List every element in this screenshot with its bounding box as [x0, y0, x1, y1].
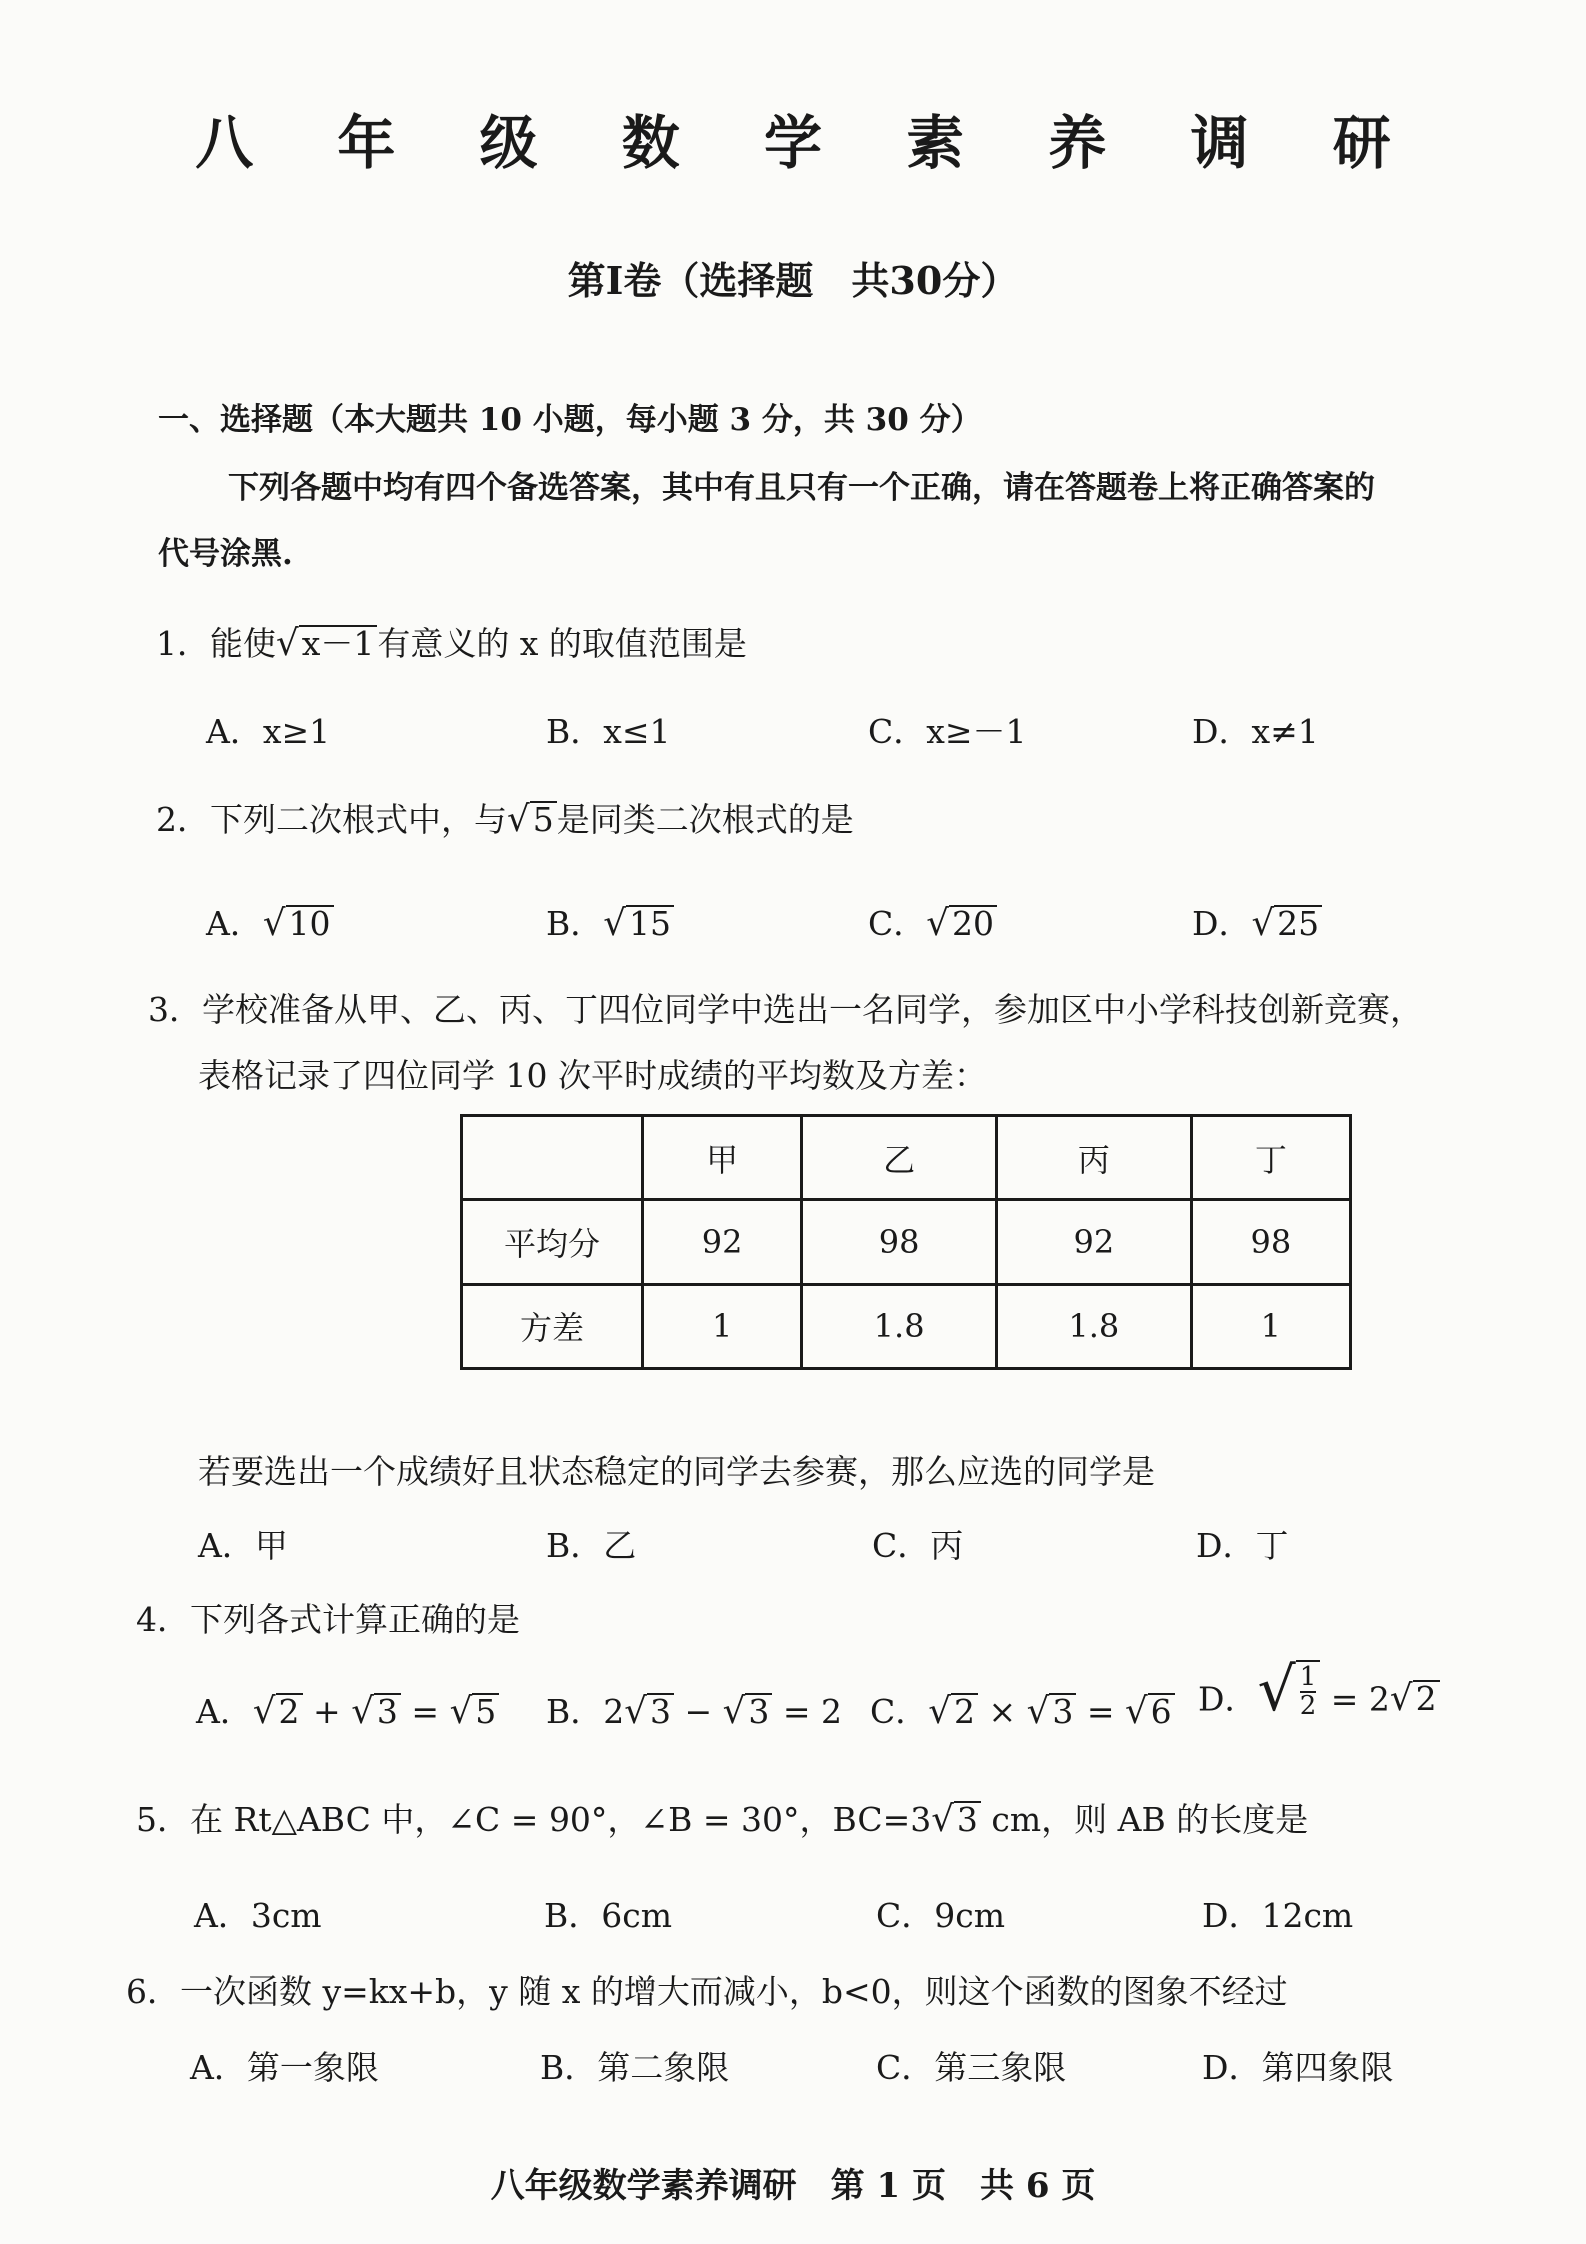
question-5 — [136, 1794, 1308, 1841]
option-a[interactable]: A．x≥1 — [206, 712, 331, 751]
option-a[interactable]: A．√10 — [206, 898, 334, 945]
option-d[interactable]: D．第四象限 — [1202, 2048, 1394, 2087]
option-b[interactable]: B．x≤1 — [546, 712, 671, 751]
instruction-line-2: 代号涂黑. — [158, 536, 293, 572]
table-header-cell: 丁 — [1191, 1116, 1350, 1200]
table-cell: 98 — [1191, 1200, 1350, 1284]
sqrt-expression: √x－1 — [276, 623, 377, 664]
table-cell: 98 — [802, 1200, 997, 1284]
option-b[interactable]: B．第二象限 — [540, 2048, 730, 2087]
option-b[interactable]: B．乙 — [546, 1526, 637, 1565]
option-c[interactable]: C．√2 × √3 = √6 — [870, 1686, 1175, 1733]
option-c[interactable]: C．丙 — [872, 1526, 964, 1565]
table-header-cell: 丙 — [996, 1116, 1191, 1200]
option-b[interactable]: B．6cm — [544, 1896, 673, 1935]
option-d[interactable]: D．丁 — [1196, 1526, 1289, 1565]
table-cell — [462, 1116, 643, 1200]
table-header-cell: 乙 — [802, 1116, 997, 1200]
table-cell: 92 — [996, 1200, 1191, 1284]
table-cell: 1.8 — [802, 1284, 997, 1368]
section-heading: 一、选择题（本大题共 10 小题，每小题 3 分，共 30 分） — [158, 402, 982, 438]
question-text: cm，则 AB 的长度是 — [980, 1800, 1309, 1839]
question-3-prompt: 若要选出一个成绩好且状态稳定的同学去参赛，那么应选的同学是 — [198, 1452, 1155, 1491]
option-d[interactable]: D． √ $\frac{1}{2}$ = 2√2 — [1198, 1660, 1440, 1721]
option-c[interactable]: C．√20 — [868, 898, 997, 945]
instruction-line-1: 下列各题中均有四个备选答案，其中有且只有一个正确，请在答题卷上将正确答案的 — [228, 470, 1375, 506]
question-text: 在 Rt△ABC 中，∠C = 90°，∠B = 30°，BC=3 — [190, 1800, 932, 1839]
question-text: 是同类二次根式的是 — [556, 800, 854, 839]
question-number: 4． — [136, 1600, 190, 1639]
question-4 — [136, 1594, 520, 1641]
option-d[interactable]: D．√25 — [1192, 898, 1322, 945]
row-label: 平均分 — [462, 1200, 643, 1284]
question-number: 1． — [156, 624, 210, 663]
question-text: 下列二次根式中，与 — [210, 800, 507, 839]
table-row — [462, 1200, 1351, 1284]
radicand: 5 — [530, 801, 557, 838]
radicand: x－1 — [299, 625, 378, 662]
question-1 — [156, 618, 747, 665]
option-b[interactable]: B．√15 — [546, 898, 674, 945]
option-a[interactable]: A．甲 — [198, 1526, 288, 1565]
table-cell: 1 — [643, 1284, 802, 1368]
question-3 — [148, 984, 1423, 1031]
question-text: 学校准备从甲、乙、丙、丁四位同学中选出一名同学，参加区中小学科技创新竞赛， — [202, 990, 1423, 1029]
option-c[interactable]: C．9cm — [876, 1896, 1006, 1935]
question-number: 5． — [136, 1800, 190, 1839]
option-d[interactable]: D．x≠1 — [1192, 712, 1319, 751]
row-label: 方差 — [462, 1284, 643, 1368]
question-text: 一次函数 y=kx+b，y 随 x 的增大而减小，b<0，则这个函数的图象不经过 — [180, 1972, 1288, 2011]
question-number: 6． — [126, 1972, 180, 2011]
table-header-row — [462, 1116, 1351, 1200]
question-2 — [156, 794, 854, 841]
score-table — [460, 1114, 1352, 1370]
table-header-cell: 甲 — [643, 1116, 802, 1200]
table-row — [462, 1284, 1351, 1368]
part-subtitle: 第Ⅰ卷（选择题 共30分） — [567, 258, 1019, 303]
question-6 — [126, 1966, 1288, 2013]
question-number: 3． — [148, 990, 202, 1029]
question-text: 有意义的 x 的取值范围是 — [377, 624, 747, 663]
question-3-line-2: 表格记录了四位同学 10 次平时成绩的平均数及方差： — [198, 1056, 987, 1095]
table-cell: 92 — [643, 1200, 802, 1284]
page-footer: 八年级数学素养调研 第 1 页 共 6 页 — [490, 2166, 1096, 2206]
option-a[interactable]: A．√2 + √3 = √5 — [196, 1686, 499, 1733]
sqrt-expression: √5 — [507, 799, 557, 840]
question-number: 2． — [156, 800, 210, 839]
table-cell: 1 — [1191, 1284, 1350, 1368]
option-b[interactable]: B．2√3 − √3 = 2 — [546, 1691, 842, 1732]
table-cell: 1.8 — [996, 1284, 1191, 1368]
option-c[interactable]: C．x≥－1 — [868, 712, 1027, 751]
option-d[interactable]: D．12cm — [1202, 1896, 1354, 1935]
option-c[interactable]: C．第三象限 — [876, 2048, 1067, 2087]
sqrt-expression: √3 — [931, 1799, 981, 1840]
radicand: 3 — [954, 1801, 981, 1838]
question-text: 下列各式计算正确的是 — [190, 1600, 520, 1639]
option-a[interactable]: A．第一象限 — [190, 2048, 379, 2087]
option-a[interactable]: A．3cm — [194, 1896, 322, 1935]
question-text: 能使 — [210, 624, 276, 663]
page-title: 八 年 级 数 学 素 养 调 研 — [195, 109, 1423, 177]
